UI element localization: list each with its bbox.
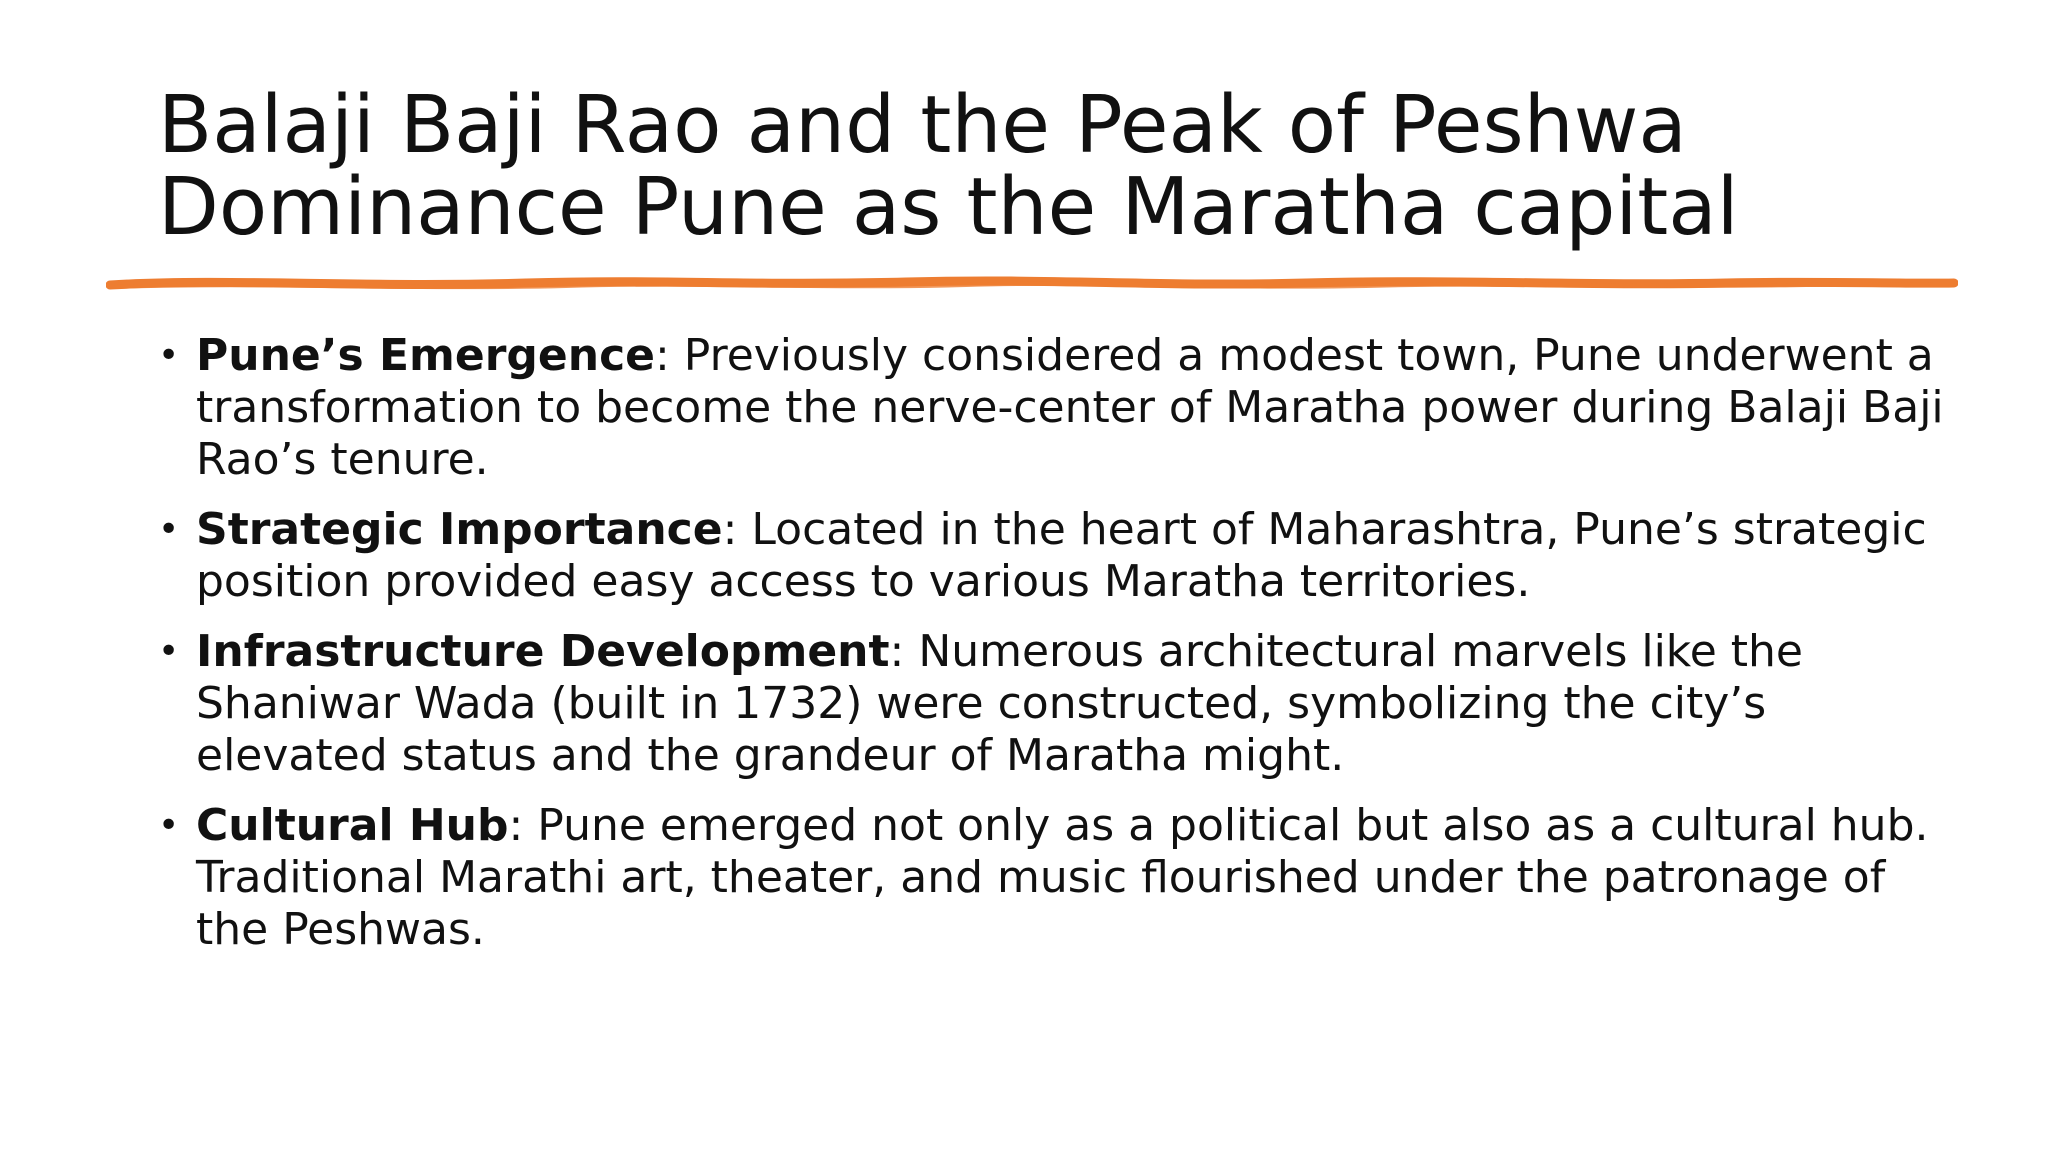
bullet-term: Infrastructure Development (196, 626, 890, 677)
bullet-text: : Previously considered a modest town, Pune underwent a transformation to become the nerve-center of Maratha power during Balaji Baji Rao’s tenure. (196, 330, 1944, 485)
slide-title (158, 79, 1938, 253)
bullet-list (158, 330, 1958, 974)
bullet-term: Cultural Hub (196, 800, 509, 851)
bullet-text: : Located in the heart of Maharashtra, Pune’s strategic position provided easy access to various Maratha territories. (196, 504, 1927, 607)
bullet-dot: • (158, 631, 180, 672)
bullet-item (158, 504, 1958, 608)
bullet-dot: • (158, 335, 180, 376)
bullet-text: : Pune emerged not only as a political but also as a cultural hub. Traditional Marathi art, theater, and music flourished under the patronage of the Peshwas. (196, 800, 1929, 955)
bullet-item (158, 626, 1958, 782)
accent-brush-stroke (106, 268, 1958, 302)
bullet-term: Pune’s Emergence (196, 330, 655, 381)
bullet-dot: • (158, 509, 180, 550)
title-line-1: Balaji Baji Rao and the Peak of Peshwa (158, 79, 1687, 171)
title-line-2: Dominance Pune as the Maratha capital (158, 161, 1739, 253)
bullet-term: Strategic Importance (196, 504, 723, 555)
bullet-item (158, 800, 1958, 956)
bullet-dot: • (158, 805, 180, 846)
bullet-text: : Numerous architectural marvels like the Shaniwar Wada (built in 1732) were constructed, symbolizing the city’s elevated status and the grandeur of Maratha might. (196, 626, 1803, 781)
bullet-item (158, 330, 1958, 486)
